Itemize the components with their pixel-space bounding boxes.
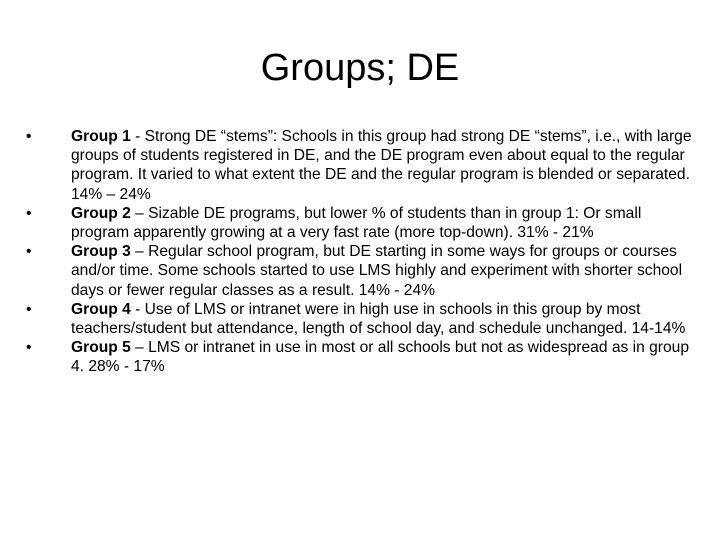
group-description: – Sizable DE programs, but lower % of students than in group 1: Or small program apparently growing at a very fast rate (more top-down). 31% - 21% xyxy=(71,204,642,242)
group-description: - Strong DE “stems”: Schools in this group had strong DE “stems”, i.e., with large groups of students registered in DE, and the DE program even about equal to the regular program. It varied to what extent the DE and the regular program is blended or separated. 14% – 24% xyxy=(71,128,692,203)
bullet-list xyxy=(26,127,696,377)
bullet-marker: • xyxy=(26,243,32,261)
group-label: Group 3 xyxy=(71,243,131,261)
group-description: – Regular school program, but DE starting in some ways for groups or courses and/or time. Some schools started to use LMS highly and experiment with shorter school days or fewer regular classes as a result. 14% - 24% xyxy=(71,243,683,299)
group-description: – LMS or intranet in use in most or all schools but not as widespread as in group 4. 28% - 17% xyxy=(71,339,689,376)
group-label: Group 5 xyxy=(71,339,131,357)
group-label: Group 2 xyxy=(71,204,131,222)
bullet-item-group-4 xyxy=(26,300,696,338)
bullet-marker: • xyxy=(26,204,32,222)
bullet-marker: • xyxy=(26,300,32,318)
bullet-item-group-2 xyxy=(26,204,696,242)
bullet-item-group-1 xyxy=(26,127,696,204)
group-description: - Use of LMS or intranet were in high use in schools in this group by most teachers/student but attendance, length of school day, and schedule unchanged. 14-14% xyxy=(71,300,686,338)
group-label: Group 1 xyxy=(71,128,131,145)
bullet-item-group-3 xyxy=(26,242,696,300)
group-label: Group 4 xyxy=(71,300,131,318)
bullet-marker: • xyxy=(26,339,32,357)
slide-title: Groups; DE xyxy=(260,47,460,89)
bullet-item-group-5 xyxy=(26,338,696,376)
bullet-marker: • xyxy=(26,128,32,145)
